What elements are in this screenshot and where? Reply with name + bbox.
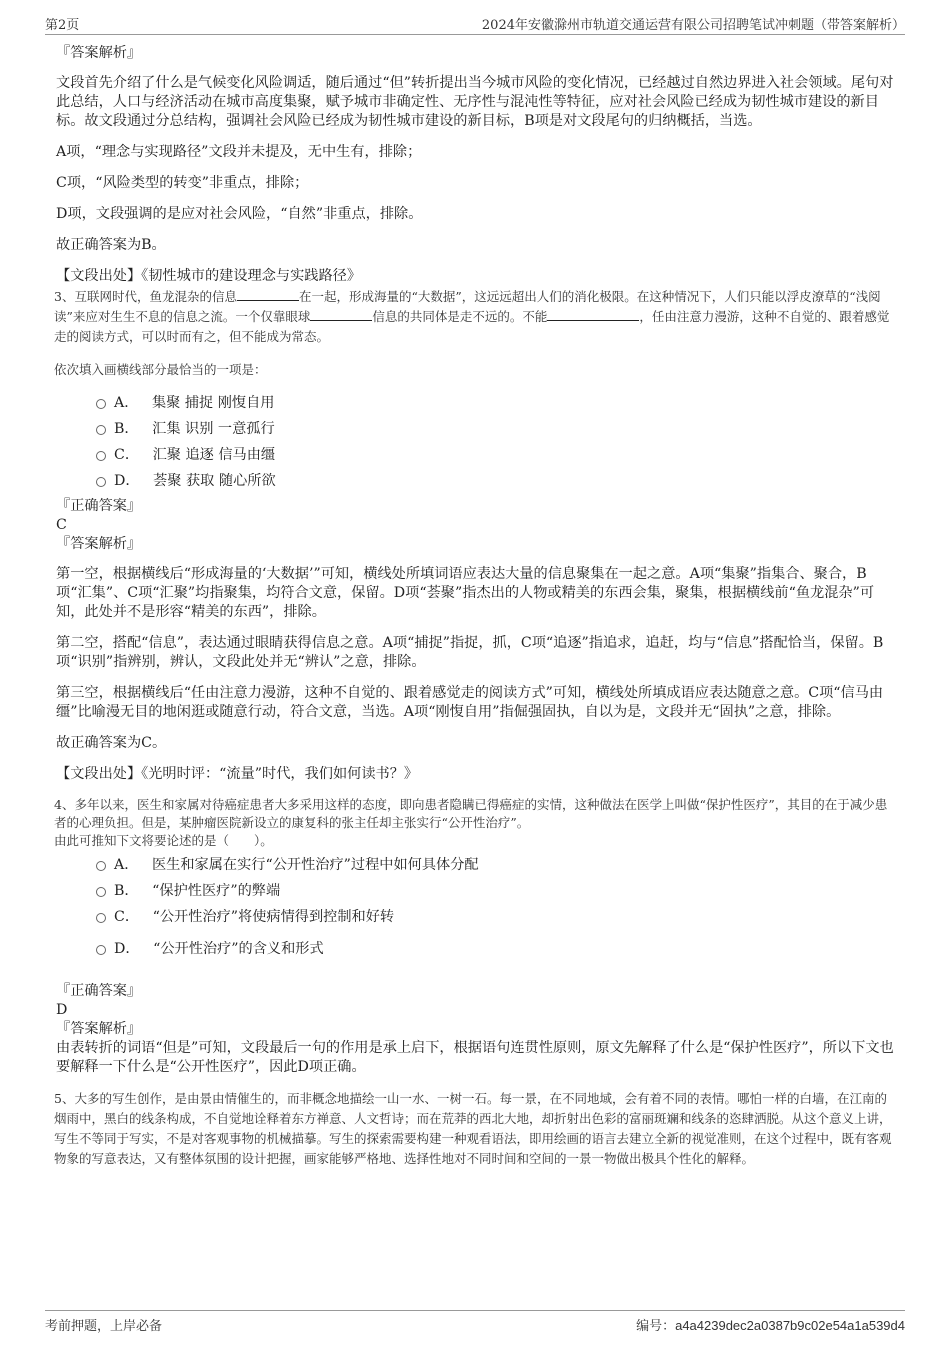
radio-icon[interactable] <box>96 451 106 461</box>
radio-icon[interactable] <box>96 861 106 871</box>
option-a[interactable]: A． 集聚 捕捉 刚愎自用 <box>56 390 896 416</box>
footer-slogan: 考前押题，上岸必备 <box>45 1319 163 1334</box>
analysis-option-c: C项，“风险类型的转变”非重点，排除； <box>56 175 309 191</box>
fill-blank <box>547 308 639 321</box>
radio-icon[interactable] <box>96 945 106 955</box>
correct-answer-label: 『正确答案』 <box>56 498 142 514</box>
radio-icon[interactable] <box>96 913 106 923</box>
question-4-prompt: 由此可推知下文将要论述的是（ ）。 <box>54 833 273 848</box>
document-title: 2024年安徽滁州市轨道交通运营有限公司招聘笔试冲刺题（带答案解析） <box>481 18 905 33</box>
correct-answer: C <box>56 517 67 533</box>
source-citation: 【文段出处】《光明时评：“流量”时代，我们如何读书？》 <box>56 766 419 782</box>
question-4-stem: 4、多年以来，医生和家属对待癌症患者大多采用这样的态度，即向患者隐瞒已得癌症的实情，这种做法在医学上叫做“保护性医疗”，其目的在于减少患者的心理负担。但是，某肿瘤医院新设立的康复科的张主任却主张实行“公开性治疗”。 <box>54 797 888 830</box>
question-3-stem: 3、互联网时代，鱼龙混杂的信息 在一起，形成海量的“大数据”，这远远超出人们的消化极限。在这种情况下，人们只能以浮皮潦草的“浅阅读”来应对生生不息的信息之流。一个仅靠眼球 信息的共同体是走不远的。不能 ，任由注意力漫游，这种不自觉的、跟着感觉走的阅读方式，可以时而有之，但不能成为常态。 <box>54 289 890 344</box>
source-citation: 【文段出处】《韧性城市的建设理念与实践路径》 <box>56 268 362 284</box>
analysis-paragraph: 由表转折的词语“但是”可知，文段最后一句的作用是承上启下，根据语句连贯性原则，原文先解释了什么是“保护性医疗”，所以下文也要解释一下什么是“公开性医疗”，因此D项正确。 <box>56 1040 894 1075</box>
option-b[interactable]: B． 汇集 识别 一意孤行 <box>56 416 896 442</box>
radio-icon[interactable] <box>96 477 106 487</box>
page-footer <box>45 1310 905 1333</box>
analysis-option-a: A项，“理念与实现路径”文段并未提及，无中生有，排除； <box>56 144 422 160</box>
analysis-paragraph: 第三空，根据横线后“任由注意力漫游，这种不自觉的、跟着感觉走的阅读方式”可知，横线处所填成语应表达随意之意。C项“信马由缰”比喻漫无目的地闲逛或随意行动，符合文意，当选。A项“刚愎自用”指倔强固执，自以为是，文段并无“固执”之意，排除。 <box>56 685 884 720</box>
correct-answer-label: 『正确答案』 <box>56 983 142 999</box>
fill-blank <box>310 308 372 321</box>
question-5-stem: 5、大多的写生创作，是由景由情催生的，而非概念地描绘一山一水、一树一石。每一景，在不同地域，会有着不同的表情。哪怕一样的白墙，在江南的烟雨中，黑白的线条构成，不自觉地诠释着东方禅意、人文哲诗；而在荒莽的西北大地，却折射出色彩的富丽斑斓和线条的恣肆洒脱。从这个意义上讲，写生不等同于写实，不是对客观事物的机械描摹。写生的探索需要构建一种观看语法，即用绘画的语言去建立全新的视觉准则，在这个过程中，既有客观物象的写意表达，又有整体氛围的设计把握，画家能够严格地、选择性地对不同时间和空间的一景一物做出极具个性化的解释。 <box>54 1091 892 1166</box>
question-3-options <box>56 390 896 494</box>
radio-icon[interactable] <box>96 887 106 897</box>
correct-answer: D <box>56 1002 68 1018</box>
analysis-paragraph: 文段首先介绍了什么是气候变化风险调适，随后通过“但”转折提出当今城市风险的变化情况，已经越过自然边界进入社会领域。尾句对此总结，人口与经济活动在城市高度集聚，赋予城市非确定性、无序性与混沌性等特征，应对社会风险已经成为韧性城市建设的新目标。故文段通过分总结构，强调社会风险已经成为韧性城市建设的新目标，B项是对文段尾句的归纳概括，当选。 <box>56 75 894 129</box>
answer-conclusion: 故正确答案为C。 <box>56 735 167 751</box>
analysis-option-d: D项，文段强调的是应对社会风险，“自然”非重点，排除。 <box>56 206 423 222</box>
analysis-paragraph: 第一空，根据横线后“形成海量的‘大数据’”可知，横线处所填词语应表达大量的信息聚集在一起之意。A项“集聚”指集合、聚合，B项“汇集”、C项“汇聚”均指聚集，均符合文意，保留。D项“荟聚”指杰出的人物或精美的东西会集，聚集，根据横线前“鱼龙混杂”可知，此处并不是形容“精美的东西”，排除。 <box>56 566 875 620</box>
analysis-paragraph: 第二空，搭配“信息”，表达通过眼睛获得信息之意。A项“捕捉”指捉，抓，C项“追逐”指追求，追赶，均与“信息”搭配恰当，保留。B项“识别”指辨别，辨认，文段此处并无“辨认”之意，排除。 <box>56 635 884 670</box>
option-a[interactable]: A． 医生和家属在实行“公开性治疗”过程中如何具体分配 <box>56 852 896 878</box>
answer-conclusion: 故正确答案为B。 <box>56 237 166 253</box>
fill-blank <box>237 288 299 301</box>
option-c[interactable]: C． “公开性治疗”将使病情得到控制和好转 <box>56 904 896 930</box>
option-d[interactable]: D． “公开性治疗”的含义和形式 <box>56 936 896 962</box>
radio-icon[interactable] <box>96 399 106 409</box>
option-b[interactable]: B． “保护性医疗”的弊端 <box>56 878 896 904</box>
page-header <box>45 14 905 35</box>
analysis-label: 『答案解析』 <box>56 45 142 61</box>
document-body <box>56 44 896 1169</box>
question-3-prompt: 依次填入画横线部分最恰当的一项是： <box>54 362 267 377</box>
option-d[interactable]: D． 荟聚 获取 随心所欲 <box>56 468 896 494</box>
document-code: 编号：a4a4239dec2a0387b9c02e54a1a539d4 <box>636 1318 905 1334</box>
question-4-options <box>56 852 896 962</box>
option-c[interactable]: C． 汇聚 追逐 信马由缰 <box>56 442 896 468</box>
analysis-label: 『答案解析』 <box>56 536 142 552</box>
page-number: 第2页 <box>45 18 80 33</box>
radio-icon[interactable] <box>96 425 106 435</box>
analysis-label: 『答案解析』 <box>56 1021 142 1037</box>
